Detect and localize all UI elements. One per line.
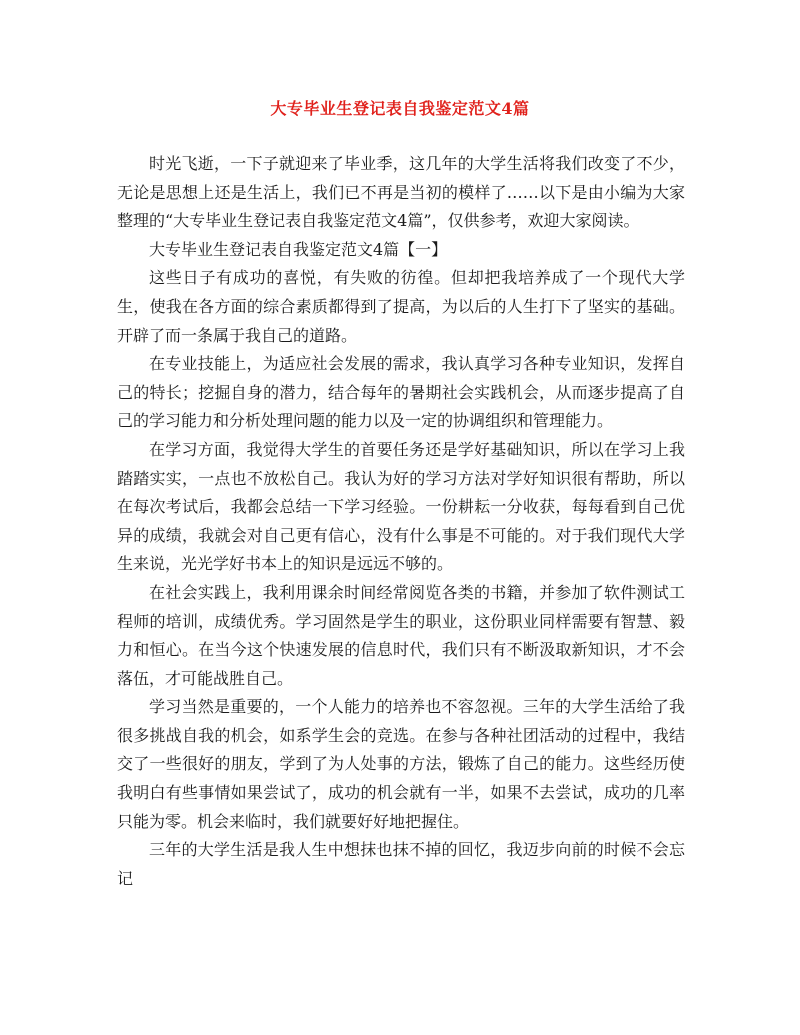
paragraph: 三年的大学生活是我人生中想抹也抹不掉的回忆，我迈步向前的时候不会忘记 [117,840,685,888]
section-heading: 大专毕业生登记表自我鉴定范文4篇【一】 [149,239,448,259]
paragraph: 在社会实践上，我利用课余时间经常阅览各类的书籍，并参加了软件测试工程师的培训，成绩优秀。学习固然是学生的职业，这份职业同样需要有智慧、毅力和恒心。在当今这个快速发展的信息时代，我们只有不断汲取新知识，才不会落伍，才可能战胜自己。 [117,582,685,688]
paragraph: 在专业技能上，为适应社会发展的需求，我认真学习各种专业知识，发挥自己的特长；挖掘自身的潜力，结合每年的暑期社会实践机会，从而逐步提高了自己的学习能力和分析处理问题的能力以及一定的协调组织和管理能力。 [117,354,685,431]
paragraph-intro: 时光飞逝，一下子就迎来了毕业季，这几年的大学生活将我们改变了不少，无论是思想上还是生活上，我们已不再是当初的模样了……以下是由小编为大家整理的“大专毕业生登记表自我鉴定范文4篇”，仅供参考，欢迎大家阅读。 [117,154,685,231]
paragraph: 这些日子有成功的喜悦，有失败的彷徨。但却把我培养成了一个现代大学生，使我在各方面的综合素质都得到了提高，为以后的人生打下了坚实的基础。开辟了而一条属于我自己的道路。 [117,268,685,345]
paragraph: 在学习方面，我觉得大学生的首要任务还是学好基础知识，所以在学习上我踏踏实实，一点也不放松自己。我认为好的学习方法对学好知识很有帮助，所以在每次考试后，我都会总结一下学习经验。一份耕耘一分收获，每每看到自己优异的成绩，我就会对自己更有信心，没有什么事是不可能的。对于我们现代大学生来说，光光学好书本上的知识是远远不够的。 [117,439,685,574]
document-body [117,150,685,893]
document-title: 大专毕业生登记表自我鉴定范文4篇 [270,99,530,118]
paragraph: 学习当然是重要的，一个人能力的培养也不容忽视。三年的大学生活给了我很多挑战自我的机会，如系学生会的竞选。在参与各种社团活动的过程中，我结交了一些很好的朋友，学到了为人处事的方法，锻炼了自己的能力。这些经历使我明白有些事情如果尝试了，成功的机会就有一半，如果不去尝试，成功的几率只能为零。机会来临时，我们就要好好地把握住。 [117,697,685,831]
